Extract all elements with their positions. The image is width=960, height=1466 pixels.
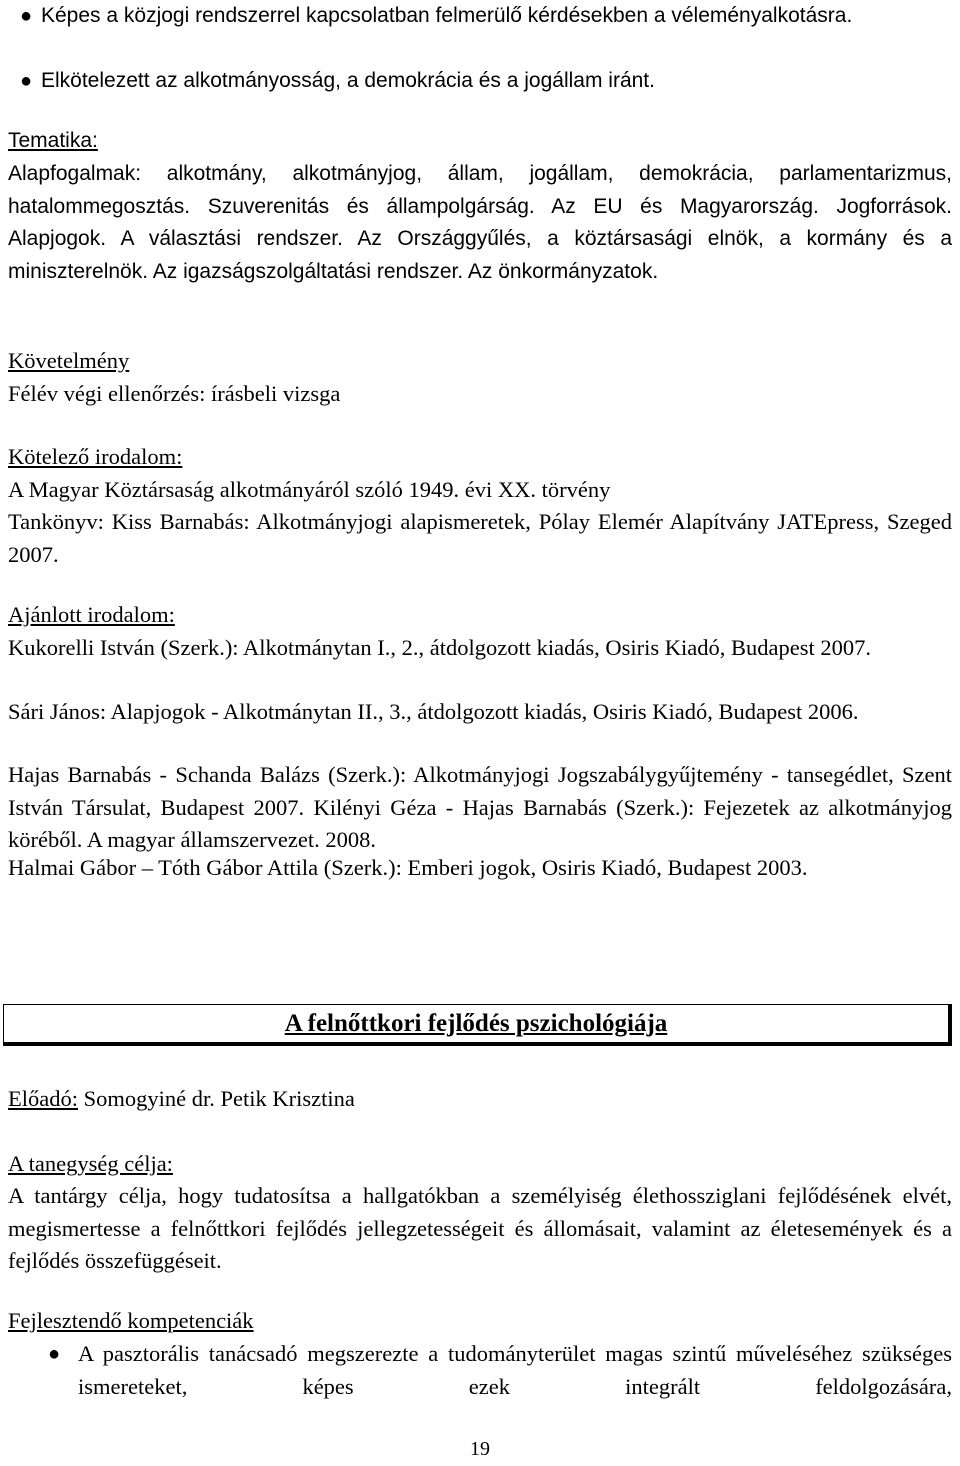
- lecturer-label: Előadó:: [8, 1086, 78, 1111]
- bullet-icon: ●: [48, 1343, 61, 1365]
- goal-heading: A tanegység célja:: [8, 1151, 173, 1176]
- bullet-item: [8, 0, 952, 33]
- bullet-text: Elkötelezett az alkotmányosság, a demokrácia és a jogállam iránt.: [41, 69, 655, 92]
- competence-bullet: [8, 1338, 952, 1403]
- kovetelmeny-heading: Követelmény: [8, 348, 130, 373]
- kotelezo-heading: Kötelező irodalom:: [8, 444, 183, 469]
- lecturer-name: Somogyiné dr. Petik Krisztina: [77, 1086, 355, 1111]
- course-title-box: [3, 1004, 952, 1046]
- ajanlott-item: Sári János: Alapjogok - Alkotmánytan II., 3., átdolgozott kiadás, Osiris Kiadó, Budapest 2006.: [8, 699, 859, 724]
- bullet-icon: ●: [20, 5, 33, 27]
- goal-text: A tantárgy célja, hogy tudatosítsa a hallgatókban a személyiség élethossziglani fejlődésének elvét, megismertesse a felnőttkori fejlődés jellegzetességeit és állomásait, valamint az életesemények és a fejlődés összefüggéseit.: [8, 1183, 952, 1273]
- bullet-text: Képes a közjogi rendszerrel kapcsolatban felmerülő kérdésekben a véleményalkotásra.: [41, 4, 853, 27]
- page-number: 19: [470, 1438, 490, 1460]
- bullet-icon: ●: [20, 70, 33, 92]
- competence-heading: Fejlesztendő kompetenciák: [8, 1308, 254, 1333]
- kovetelmeny-text: Félév végi ellenőrzés: írásbeli vizsga: [8, 381, 341, 406]
- tematika-text: Alapfogalmak: alkotmány, alkotmányjog, állam, jogállam, demokrácia, parlamentarizmus, hatalommegosztás. Szuverenitás és állampolgárság. Az EU és Magyarország. Jogforrások. Alapjogok. A választási rendszer. Az Országgyűlés, a köztársasági elnök, a kormány és a miniszterelnök. Az igazságszolgáltatási rendszer. Az önkormányzatok.: [8, 162, 952, 283]
- ajanlott-heading: Ajánlott irodalom:: [8, 602, 175, 627]
- kotelezo-item: Tankönyv: Kiss Barnabás: Alkotmányjogi alapismeretek, Pólay Elemér Alapítvány JATEpress, Szeged 2007.: [8, 509, 952, 567]
- ajanlott-item: Halmai Gábor – Tóth Gábor Attila (Szerk.): Emberi jogok, Osiris Kiadó, Budapest 2003.: [8, 855, 808, 880]
- ajanlott-item: Kukorelli István (Szerk.): Alkotmánytan I., 2., átdolgozott kiadás, Osiris Kiadó, Budapest 2007.: [8, 635, 871, 660]
- course-title: A felnőttkori fejlődés pszichológiája: [284, 1010, 668, 1037]
- kotelezo-item: A Magyar Köztársaság alkotmányáról szóló 1949. évi XX. törvény: [8, 477, 611, 502]
- lecturer-line: [8, 1083, 952, 1116]
- tematika-heading: Tematika:: [8, 129, 98, 152]
- bullet-item: [8, 65, 952, 98]
- ajanlott-item: Hajas Barnabás - Schanda Balázs (Szerk.): Alkotmányjogi Jogszabálygyűjtemény - tansegédlet, Szent István Társulat, Budapest 2007. Kilényi Géza - Hajas Barnabás (Szerk.): Fejezetek az alkotmányjog köréből. A magyar államszervezet. 2008.: [8, 762, 952, 852]
- competence-text: A pasztorális tanácsadó megszerezte a tudományterület magas szintű műveléséhez szükséges ismereteket, képes ezek integrált feldolgozására,: [78, 1341, 952, 1399]
